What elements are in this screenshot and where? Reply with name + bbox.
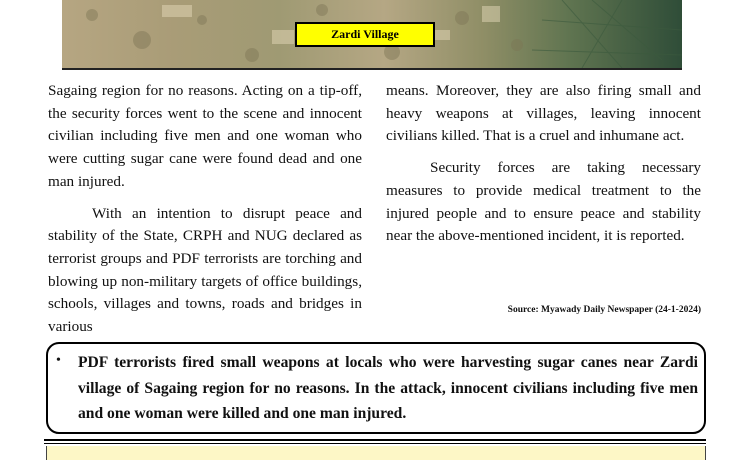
- summary-text: PDF terrorists fired small weapons at locals who were harvesting sugar canes near Zardi village of Sagaing region for no reasons. In the attack, innocent civilians including five men and one woman were killed and one man injured.: [78, 354, 698, 422]
- paragraph: Security forces are taking necessary measures to provide medical treatment to the injured people and to ensure peace and stability near the above-mentioned incident, it is reported.: [386, 159, 701, 245]
- article-column-right: [386, 80, 701, 248]
- satellite-map-image: [62, 0, 682, 70]
- summary-callout-box: [46, 342, 706, 434]
- divider-line: [44, 443, 706, 444]
- article-column-left: [48, 80, 362, 339]
- paragraph: means. Moreover, they are also firing small and heavy weapons at villages, leaving innocent civilians killed. That is a cruel and inhumane act.: [386, 82, 701, 145]
- map-location-label: Zardi Village: [295, 22, 435, 47]
- divider-line: [44, 439, 706, 441]
- source-credit: Source: Myawady Daily Newspaper (24-1-2024): [507, 305, 701, 315]
- bullet-point: •: [56, 353, 61, 368]
- paragraph: With an intention to disrupt peace and stability of the State, CRPH and NUG declared as terrorist groups and PDF terrorists are torching and blowing up non-military targets of office buildings, schools, villages and towns, roads and bridges in various: [48, 204, 362, 336]
- paragraph: Sagaing region for no reasons. Acting on a tip-off, the security forces went to the scene and innocent civilian including five men and one woman who were cutting sugar cane were found dead and one man injured.: [48, 82, 362, 190]
- next-section-box: [46, 446, 706, 460]
